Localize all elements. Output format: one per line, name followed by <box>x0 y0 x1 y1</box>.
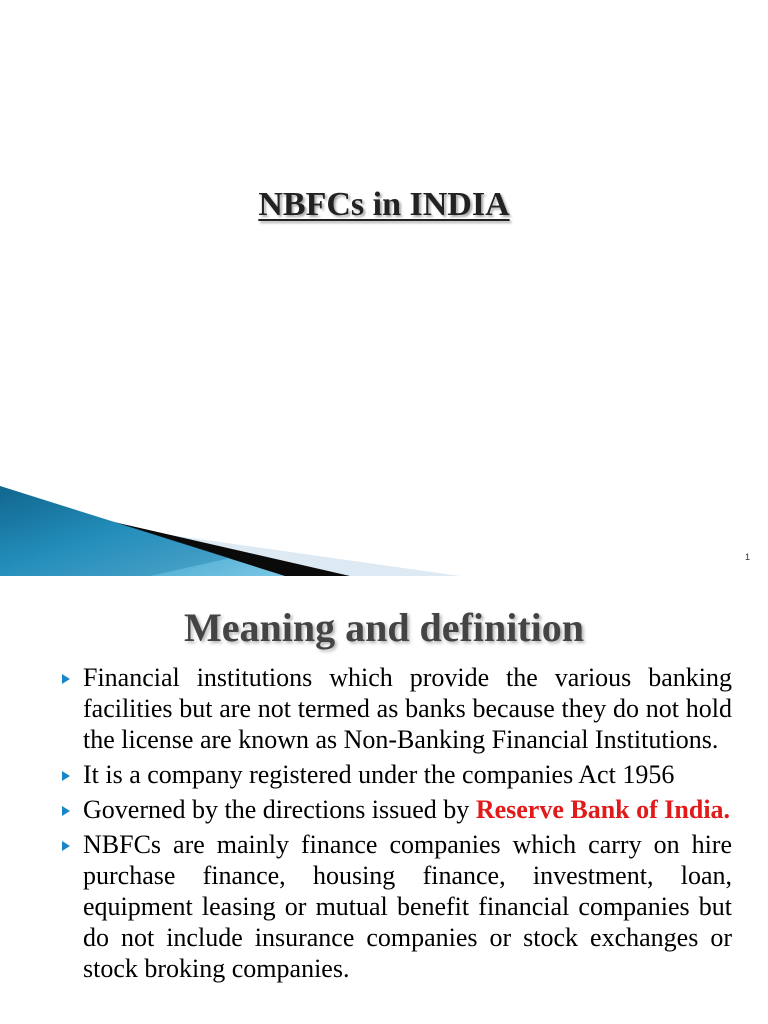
bullet-text: It is a company registered under the companies Act 1956 <box>83 760 675 789</box>
slide-title: NBFCs in INDIA <box>258 186 510 223</box>
swoosh-decoration <box>0 466 768 576</box>
page-number: 1 <box>744 552 750 562</box>
bullet-item <box>62 662 732 755</box>
highlighted-text: Reserve Bank of India. <box>475 795 731 824</box>
bullet-text: Financial institutions which provide the various banking facilities but are not termed as banks because they do not hold the license are known as Non-Banking Financial Institutions. <box>83 663 732 754</box>
triangle-bullet-icon <box>62 806 70 816</box>
content-slide <box>0 576 768 1024</box>
triangle-bullet-icon <box>62 674 70 684</box>
triangle-bullet-icon <box>62 841 70 851</box>
bullet-item <box>62 759 732 790</box>
bullet-list <box>62 662 732 988</box>
slide-title: Meaning and definition <box>183 605 585 650</box>
bullet-item <box>62 794 732 825</box>
triangle-bullet-icon <box>62 771 70 781</box>
bullet-text: Governed by the directions issued by <box>83 795 476 824</box>
bullet-item <box>62 829 732 984</box>
bullet-text: NBFCs are mainly finance companies which carry on hire purchase finance, housing finance, investment, loan, equipment leasing or mutual benefit financial companies but do not include insurance companies or stock exchanges or stock broking companies. <box>83 830 732 983</box>
